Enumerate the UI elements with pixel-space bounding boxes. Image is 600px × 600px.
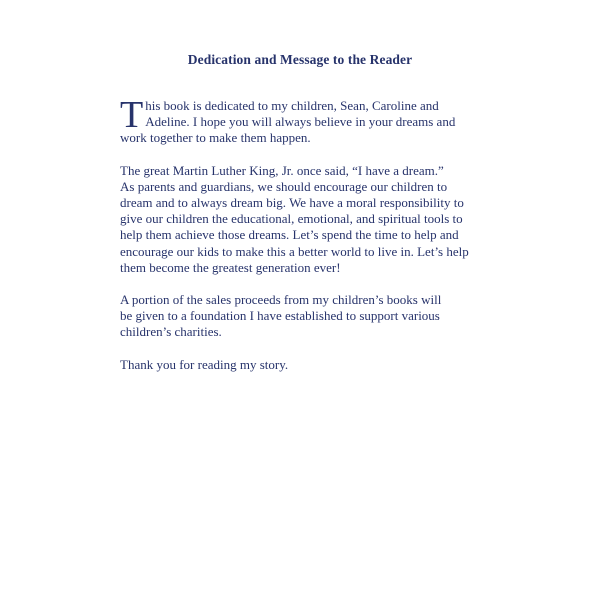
drop-cap-letter: T: [120, 94, 144, 136]
thanks-paragraph: [120, 357, 490, 373]
paragraph-line: work together to make them happen.: [120, 130, 311, 146]
paragraph-line: encourage our kids to make this a better world to live in. Let’s help: [120, 243, 469, 259]
dedication-paragraph: [120, 94, 490, 147]
page-title: Dedication and Message to the Reader: [187, 52, 413, 67]
paragraph-line: As parents and guardians, we should encourage our children to: [120, 178, 448, 194]
paragraph-line: be given to a foundation I have established to support various: [120, 308, 440, 324]
paragraph-line: A portion of the sales proceeds from my children’s books will: [120, 292, 442, 308]
paragraph-line: dream and to always dream big. We have a moral responsibility to: [120, 195, 464, 211]
paragraph-line: Adeline. I hope you will always believe in your dreams and: [145, 114, 456, 130]
proceeds-paragraph: [120, 292, 490, 341]
paragraph-line: give our children the educational, emotional, and spiritual tools to: [120, 211, 463, 227]
paragraph-line: help them achieve those dreams. Let’s spend the time to help and: [120, 227, 459, 243]
paragraph-line: them become the greatest generation ever!: [120, 259, 341, 275]
paragraph-line: The great Martin Luther King, Jr. once said, “I have a dream.”: [120, 162, 444, 178]
paragraph-line: children’s charities.: [120, 324, 222, 340]
dedication-body: [120, 94, 490, 389]
paragraph-line: his book is dedicated to my children, Sean, Caroline and: [145, 98, 439, 113]
message-paragraph: [120, 163, 490, 276]
paragraph-line: Thank you for reading my story.: [120, 356, 289, 372]
